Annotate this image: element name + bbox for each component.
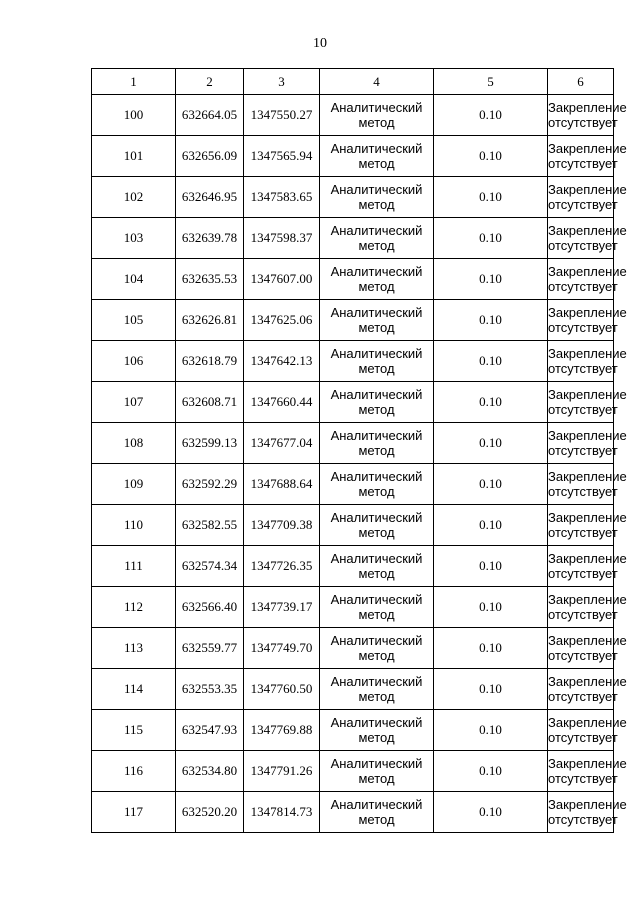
method-line-2: метод [358, 320, 395, 335]
method-cell [320, 505, 434, 546]
point-number: 115 [92, 710, 176, 751]
coordinate-y: 1347791.26 [244, 751, 320, 792]
table-row [92, 751, 614, 792]
method-cell [320, 382, 434, 423]
fixation-line-2: отсутствует [548, 238, 618, 253]
page-number: 10 [313, 36, 327, 51]
point-number: 102 [92, 177, 176, 218]
point-number: 103 [92, 218, 176, 259]
coordinate-x: 632608.71 [176, 382, 244, 423]
method-cell [320, 710, 434, 751]
fixation-cell [548, 136, 627, 177]
table-row [92, 792, 614, 833]
accuracy-value: 0.10 [434, 300, 548, 341]
coordinate-y: 1347598.37 [244, 218, 320, 259]
accuracy-value: 0.10 [434, 177, 548, 218]
fixation-cell [548, 505, 627, 546]
coordinate-y: 1347625.06 [244, 300, 320, 341]
accuracy-value: 0.10 [434, 505, 548, 546]
accuracy-value: 0.10 [434, 546, 548, 587]
method-cell [320, 259, 434, 300]
coordinate-x: 632639.78 [176, 218, 244, 259]
method-line-2: метод [358, 238, 395, 253]
coordinate-x: 632599.13 [176, 423, 244, 464]
column-header: 6 [548, 69, 614, 95]
coordinate-x: 632520.20 [176, 792, 244, 833]
accuracy-value: 0.10 [434, 95, 548, 136]
method-line-2: метод [358, 689, 395, 704]
method-cell [320, 464, 434, 505]
fixation-line-1: Закрепление [548, 797, 627, 812]
method-line-1: Аналитический [330, 592, 423, 607]
point-number: 105 [92, 300, 176, 341]
method-cell [320, 546, 434, 587]
fixation-line-1: Закрепление [548, 633, 627, 648]
method-line-1: Аналитический [330, 469, 423, 484]
method-line-2: метод [358, 730, 395, 745]
method-line-1: Аналитический [330, 223, 423, 238]
accuracy-value: 0.10 [434, 423, 548, 464]
fixation-line-2: отсутствует [548, 115, 618, 130]
coordinate-x: 632582.55 [176, 505, 244, 546]
method-cell [320, 792, 434, 833]
accuracy-value: 0.10 [434, 587, 548, 628]
coordinate-y: 1347739.17 [244, 587, 320, 628]
header-row [92, 69, 614, 95]
method-cell [320, 300, 434, 341]
fixation-line-1: Закрепление [548, 141, 627, 156]
fixation-line-1: Закрепление [548, 715, 627, 730]
accuracy-value: 0.10 [434, 751, 548, 792]
method-line-2: метод [358, 361, 395, 376]
fixation-cell [548, 218, 627, 259]
coordinate-x: 632574.34 [176, 546, 244, 587]
coordinate-x: 632656.09 [176, 136, 244, 177]
fixation-line-1: Закрепление [548, 592, 627, 607]
fixation-line-2: отсутствует [548, 812, 618, 827]
accuracy-value: 0.10 [434, 341, 548, 382]
method-line-1: Аналитический [330, 428, 423, 443]
point-number: 100 [92, 95, 176, 136]
method-line-2: метод [358, 115, 395, 130]
method-line-1: Аналитический [330, 510, 423, 525]
method-line-1: Аналитический [330, 633, 423, 648]
coordinate-x: 632664.05 [176, 95, 244, 136]
table-row [92, 464, 614, 505]
coordinate-x: 632618.79 [176, 341, 244, 382]
fixation-line-1: Закрепление [548, 387, 627, 402]
accuracy-value: 0.10 [434, 382, 548, 423]
coordinate-y: 1347726.35 [244, 546, 320, 587]
coordinate-x: 632559.77 [176, 628, 244, 669]
table-row [92, 382, 614, 423]
method-cell [320, 136, 434, 177]
coordinate-x: 632534.80 [176, 751, 244, 792]
fixation-line-2: отсутствует [548, 730, 618, 745]
method-line-2: метод [358, 443, 395, 458]
fixation-cell [548, 628, 627, 669]
fixation-line-1: Закрепление [548, 756, 627, 771]
method-line-2: метод [358, 566, 395, 581]
method-line-1: Аналитический [330, 305, 423, 320]
method-line-1: Аналитический [330, 264, 423, 279]
fixation-line-2: отсутствует [548, 689, 618, 704]
point-number: 101 [92, 136, 176, 177]
method-cell [320, 628, 434, 669]
table-row [92, 136, 614, 177]
fixation-line-2: отсутствует [548, 361, 618, 376]
method-line-2: метод [358, 607, 395, 622]
coordinate-x: 632626.81 [176, 300, 244, 341]
point-number: 112 [92, 587, 176, 628]
accuracy-value: 0.10 [434, 464, 548, 505]
table-row [92, 505, 614, 546]
fixation-line-1: Закрепление [548, 305, 627, 320]
method-line-1: Аналитический [330, 387, 423, 402]
fixation-line-1: Закрепление [548, 510, 627, 525]
method-line-2: метод [358, 402, 395, 417]
accuracy-value: 0.10 [434, 136, 548, 177]
fixation-line-2: отсутствует [548, 771, 618, 786]
method-line-1: Аналитический [330, 100, 423, 115]
fixation-cell [548, 300, 627, 341]
table-row [92, 259, 614, 300]
coordinate-x: 632635.53 [176, 259, 244, 300]
fixation-cell [548, 587, 627, 628]
method-cell [320, 587, 434, 628]
method-line-2: метод [358, 648, 395, 663]
fixation-line-2: отсутствует [548, 156, 618, 171]
coordinate-y: 1347760.50 [244, 669, 320, 710]
column-header: 4 [320, 69, 434, 95]
table-row [92, 218, 614, 259]
accuracy-value: 0.10 [434, 669, 548, 710]
method-line-1: Аналитический [330, 182, 423, 197]
coordinate-y: 1347677.04 [244, 423, 320, 464]
coordinate-y: 1347749.70 [244, 628, 320, 669]
coordinate-y: 1347565.94 [244, 136, 320, 177]
table-header [92, 69, 614, 95]
fixation-cell [548, 751, 627, 792]
column-header: 5 [434, 69, 548, 95]
table-row [92, 669, 614, 710]
fixation-line-2: отсутствует [548, 279, 618, 294]
fixation-cell [548, 382, 627, 423]
fixation-cell [548, 423, 627, 464]
table-row [92, 341, 614, 382]
coordinate-x: 632592.29 [176, 464, 244, 505]
method-line-2: метод [358, 812, 395, 827]
fixation-line-2: отсутствует [548, 566, 618, 581]
fixation-line-2: отсутствует [548, 402, 618, 417]
method-line-2: метод [358, 156, 395, 171]
point-number: 111 [92, 546, 176, 587]
fixation-line-2: отсутствует [548, 484, 618, 499]
point-number: 106 [92, 341, 176, 382]
column-header: 2 [176, 69, 244, 95]
accuracy-value: 0.10 [434, 792, 548, 833]
point-number: 108 [92, 423, 176, 464]
fixation-line-1: Закрепление [548, 428, 627, 443]
fixation-cell [548, 177, 627, 218]
method-cell [320, 423, 434, 464]
method-line-2: метод [358, 279, 395, 294]
coordinate-y: 1347814.73 [244, 792, 320, 833]
coordinates-table [91, 68, 627, 833]
fixation-cell [548, 341, 627, 382]
fixation-line-2: отсутствует [548, 320, 618, 335]
fixation-line-2: отсутствует [548, 443, 618, 458]
point-number: 110 [92, 505, 176, 546]
fixation-line-2: отсутствует [548, 607, 618, 622]
accuracy-value: 0.10 [434, 218, 548, 259]
point-number: 107 [92, 382, 176, 423]
point-number: 109 [92, 464, 176, 505]
fixation-cell [548, 259, 627, 300]
method-line-1: Аналитический [330, 551, 423, 566]
coordinate-y: 1347607.00 [244, 259, 320, 300]
method-line-1: Аналитический [330, 797, 423, 812]
coordinate-y: 1347550.27 [244, 95, 320, 136]
fixation-cell [548, 464, 627, 505]
table-row [92, 628, 614, 669]
fixation-line-1: Закрепление [548, 674, 627, 689]
method-line-1: Аналитический [330, 715, 423, 730]
accuracy-value: 0.10 [434, 628, 548, 669]
point-number: 104 [92, 259, 176, 300]
column-header: 1 [92, 69, 176, 95]
method-line-2: метод [358, 771, 395, 786]
fixation-cell [548, 792, 627, 833]
fixation-cell [548, 95, 627, 136]
table-row [92, 423, 614, 464]
fixation-cell [548, 669, 627, 710]
fixation-line-2: отсутствует [548, 648, 618, 663]
coordinate-y: 1347660.44 [244, 382, 320, 423]
point-number: 113 [92, 628, 176, 669]
fixation-line-2: отсутствует [548, 525, 618, 540]
fixation-cell [548, 710, 627, 751]
fixation-line-1: Закрепление [548, 100, 627, 115]
coordinate-y: 1347583.65 [244, 177, 320, 218]
fixation-cell [548, 546, 627, 587]
column-header: 3 [244, 69, 320, 95]
table-row [92, 95, 614, 136]
table-row [92, 587, 614, 628]
method-line-1: Аналитический [330, 141, 423, 156]
method-line-1: Аналитический [330, 756, 423, 771]
coordinate-x: 632646.95 [176, 177, 244, 218]
table-row [92, 710, 614, 751]
table-row [92, 546, 614, 587]
method-line-2: метод [358, 197, 395, 212]
table-row [92, 177, 614, 218]
coordinate-y: 1347709.38 [244, 505, 320, 546]
method-cell [320, 95, 434, 136]
coordinate-y: 1347769.88 [244, 710, 320, 751]
coordinate-y: 1347642.13 [244, 341, 320, 382]
fixation-line-1: Закрепление [548, 264, 627, 279]
fixation-line-1: Закрепление [548, 182, 627, 197]
point-number: 117 [92, 792, 176, 833]
fixation-line-1: Закрепление [548, 346, 627, 361]
fixation-line-2: отсутствует [548, 197, 618, 212]
fixation-line-1: Закрепление [548, 551, 627, 566]
method-cell [320, 751, 434, 792]
point-number: 114 [92, 669, 176, 710]
fixation-line-1: Закрепление [548, 469, 627, 484]
accuracy-value: 0.10 [434, 710, 548, 751]
fixation-line-1: Закрепление [548, 223, 627, 238]
coordinate-y: 1347688.64 [244, 464, 320, 505]
method-line-1: Аналитический [330, 346, 423, 361]
coordinate-x: 632566.40 [176, 587, 244, 628]
method-line-2: метод [358, 525, 395, 540]
method-line-1: Аналитический [330, 674, 423, 689]
method-line-2: метод [358, 484, 395, 499]
accuracy-value: 0.10 [434, 259, 548, 300]
point-number: 116 [92, 751, 176, 792]
method-cell [320, 341, 434, 382]
coordinate-x: 632553.35 [176, 669, 244, 710]
coordinate-x: 632547.93 [176, 710, 244, 751]
method-cell [320, 218, 434, 259]
table-body [92, 95, 627, 833]
method-cell [320, 177, 434, 218]
table-row [92, 300, 614, 341]
method-cell [320, 669, 434, 710]
